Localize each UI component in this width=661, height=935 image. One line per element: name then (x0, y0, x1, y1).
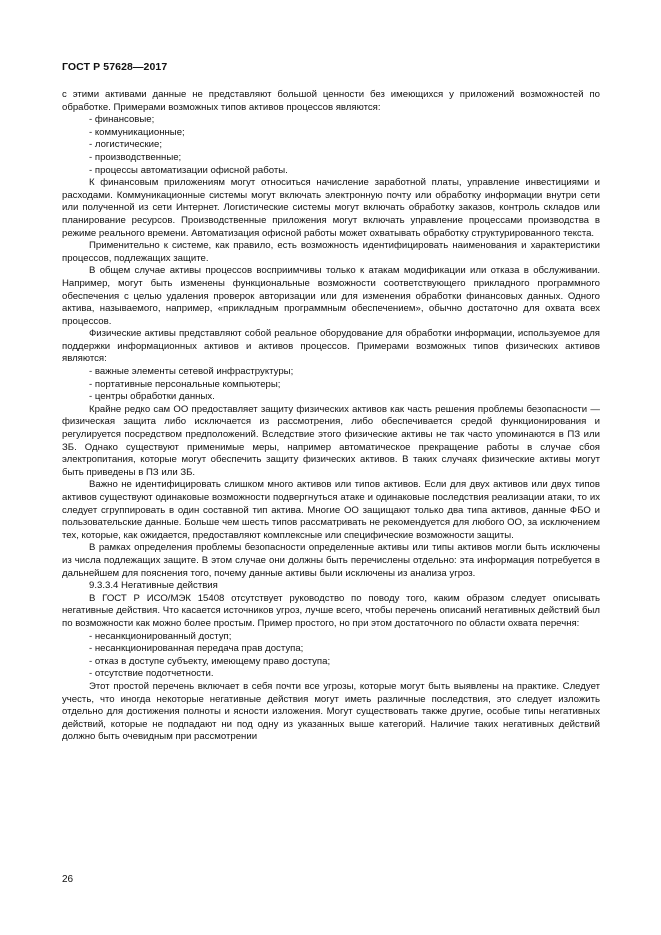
list-item: - финансовые; (89, 114, 600, 127)
paragraph: Этот простой перечень включает в себя почти все угрозы, которые могут быть выявлены на практике. Следует учесть, что иногда некоторые негативные действия могут иметь различные последствия, это следует изложить отдельно для достижения полноты и ясности изложения. Могут существовать также другие, особые типы негативных действий, которые не подпадают ни под одну из указанных выше категорий. Наличие таких негативных действий должно быть очевидным при рассмотрении (62, 680, 600, 743)
list-process-asset-types (62, 114, 600, 177)
paragraph: В рамках определения проблемы безопасности определенные активы или типы активов могли быть исключены из числа подлежащих защите. В этом случае они должны быть перечислены отдельно: эта информация потребуется в дальнейшем для пояснения того, почему данные активы были исключены из анализа угроз. (62, 542, 600, 579)
list-item: - несанкционированный доступ; (89, 631, 600, 644)
document-header: ГОСТ Р 57628—2017 (62, 61, 168, 73)
list-item: - центры обработки данных. (89, 391, 600, 404)
list-adverse-actions (62, 631, 600, 681)
paragraph: Физические активы представляют собой реальное оборудование для обработки информации, используемое для поддержки информационных активов и активов процессов. Примерами возможных типов физических активов являются: (62, 328, 600, 365)
list-item: - коммуникационные; (89, 127, 600, 140)
paragraph: Важно не идентифицировать слишком много активов или типов активов. Если для двух активов или двух типов активов существуют одинаковые возможности подвергнуться атаке и одинаковые последствия реализации атаки, то их следует сгруппировать в один составной тип актива. Многие ОО защищают только два типа активов, данные ФБО и пользовательские данные. Больше чем шесть типов рассматривать не рекомендуется для любого ОО, за исключением тех, которые, как ожидается, предоставляют комплексные или специфические возможности защиты. (62, 479, 600, 541)
paragraph: Крайне редко сам ОО предоставляет защиту физических активов как часть решения проблемы безопасности — физическая защита либо исключается из рассмотрения, либо обеспечивается средой функционирования и регулируется посредством предположений. Вследствие этого физические активы не так часто упоминаются в ПЗ или ЗБ. Однако существуют применимые меры, например автоматическое прекращение работы в случае сбоя электропитания, которые могут обеспечить защиту физических активов. В таких случаях физические активы могут быть приведены в ПЗ или ЗБ. (62, 403, 600, 478)
paragraph: с этими активами данные не представляют большой ценности без имеющихся у приложений возможностей по обработке. Примерами возможных типов активов процессов являются: (62, 89, 600, 113)
list-item: - несанкционированная передача прав доступа; (89, 643, 600, 656)
list-physical-asset-types (62, 366, 600, 404)
list-item: - процессы автоматизации офисной работы. (89, 165, 600, 178)
list-item: - портативные персональные компьютеры; (89, 379, 600, 392)
list-item: - важные элементы сетевой инфраструктуры; (89, 366, 600, 379)
list-item: - отказ в доступе субъекту, имеющему право доступа; (89, 656, 600, 669)
list-item: - производственные; (89, 152, 600, 165)
paragraph: В ГОСТ Р ИСО/МЭК 15408 отсутствует руководство по поводу того, каким образом следует описывать негативные действия. Что касается источников угроз, лучше всего, чтобы перечень описаний негативных действий был по возможности как можно более простым. Пример простого, но при этом достаточного по области охвата перечня: (62, 592, 600, 629)
paragraph: Применительно к системе, как правило, есть возможность идентифицировать наименования и характеристики процессов, подлежащих защите. (62, 240, 600, 264)
list-item: - логистические; (89, 139, 600, 152)
document-body (62, 89, 600, 744)
section-heading: 9.3.3.4 Негативные действия (89, 580, 218, 592)
paragraph: К финансовым приложениям могут относиться начисление заработной платы, управление инвестициями и расходами. Коммуникационные системы могут включать электронную почту или обработку информации внутри сети или полученной из сети Интернет. Логистические системы могут включать обработку заказов, контроль складов или планирование ресурсов. Производственные приложения могут включать управление процессами производства в режиме реального времени. Автоматизация офисной работы может охватывать обработку структурированного текста. (62, 177, 600, 239)
page-number: 26 (62, 874, 74, 885)
list-item: - отсутствие подотчетности. (89, 668, 600, 681)
paragraph: В общем случае активы процессов восприимчивы только к атакам модификации или отказа в обслуживании. Например, могут быть изменены функциональные возможности соответствующего прикладного программного обеспечения с целью удаления проверок авторизации или для изменения обработки финансовых данных. Одного актива, называемого, например, «прикладным программным обеспечением», обычно достаточно для охвата всех процессов. (62, 265, 600, 327)
